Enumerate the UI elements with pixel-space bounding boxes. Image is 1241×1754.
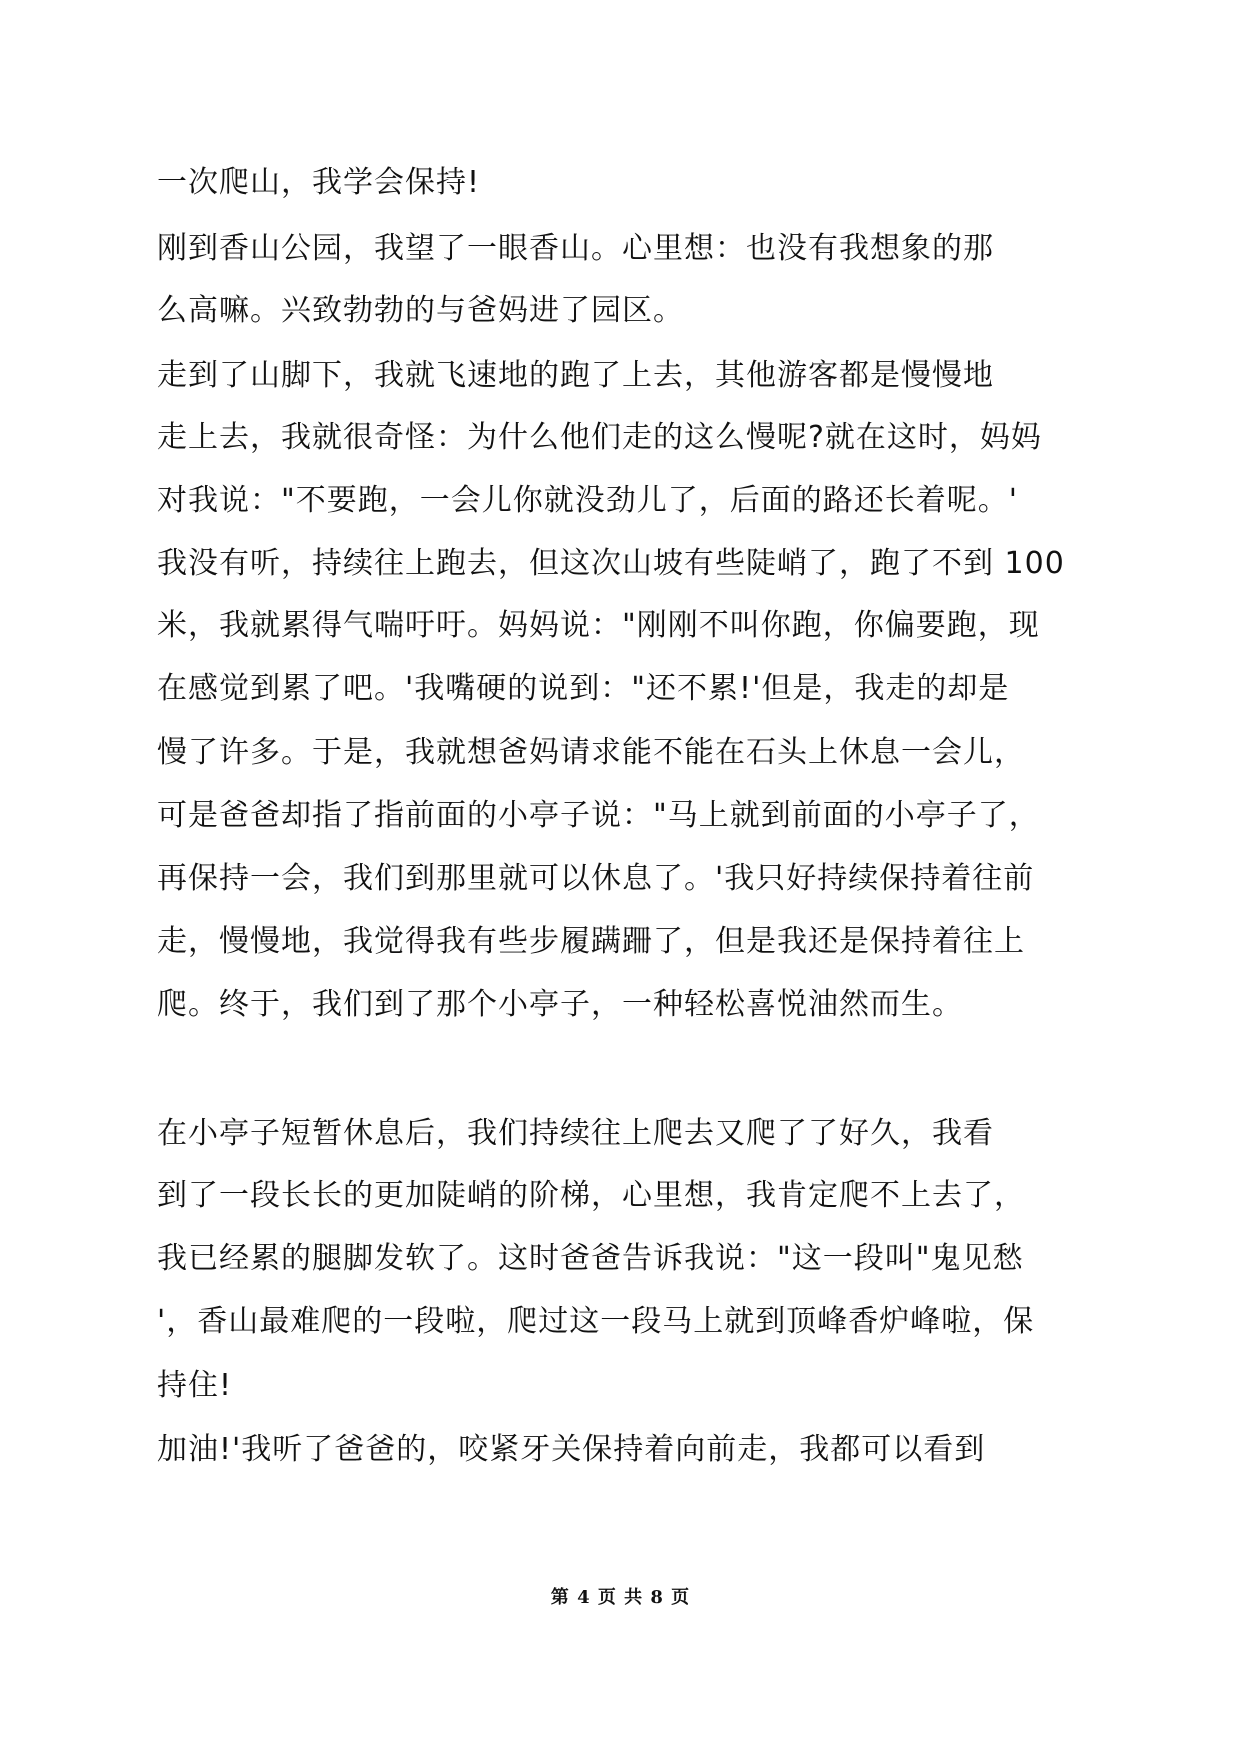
text-line: 爬。终于，我们到了那个小亭子，一种轻松喜悦油然而生。 (157, 987, 963, 1022)
text-line: 么高嘛。兴致勃勃的与爸妈进了园区。 (157, 293, 684, 328)
text-line: 我已经累的腿脚发软了。这时爸爸告诉我说："这一段叫"鬼见愁 (157, 1241, 1024, 1276)
text-line: 走上去，我就很奇怪：为什么他们走的这么慢呢?就在这时，妈妈 (157, 420, 1042, 455)
text-line: 持住! (157, 1368, 233, 1403)
text-line: 到了一段长长的更加陡峭的阶梯，心里想，我肯定爬不上去了， (157, 1178, 1025, 1213)
text-line: 一次爬山，我学会保持! (157, 165, 481, 200)
text-line: 我没有听，持续往上跑去，但这次山坡有些陡峭了，跑了不到 100 (157, 546, 1065, 581)
text-line: 对我说："不要跑，一会儿你就没劲儿了，后面的路还长着呢。' (157, 483, 1019, 518)
text-line: 再保持一会，我们到那里就可以休息了。'我只好持续保持着往前 (157, 861, 1035, 896)
text-line: 刚到香山公园，我望了一眼香山。心里想：也没有我想象的那 (157, 231, 994, 266)
text-line: 走，慢慢地，我觉得我有些步履蹒跚了，但是我还是保持着往上 (157, 924, 1025, 959)
page-number-footer: 第 4 页 共 8 页 (550, 1587, 691, 1608)
text-line: 在小亭子短暂休息后，我们持续往上爬去又爬了了好久，我看 (157, 1116, 994, 1151)
text-line: 加油!'我听了爸爸的，咬紧牙关保持着向前走，我都可以看到 (157, 1432, 986, 1467)
text-line: 慢了许多。于是，我就想爸妈请求能不能在石头上休息一会儿， (157, 735, 1025, 770)
text-line: 米，我就累得气喘吁吁。妈妈说："刚刚不叫你跑，你偏要跑，现 (157, 608, 1040, 643)
text-line: 可是爸爸却指了指前面的小亭子说："马上就到前面的小亭子了， (157, 798, 1040, 833)
text-line: '，香山最难爬的一段啦，爬过这一段马上就到顶峰香炉峰啦，保 (157, 1304, 1035, 1339)
text-line: 走到了山脚下，我就飞速地的跑了上去，其他游客都是慢慢地 (157, 358, 994, 393)
text-line: 在感觉到累了吧。'我嘴硬的说到："还不累!'但是，我走的却是 (157, 671, 1010, 706)
